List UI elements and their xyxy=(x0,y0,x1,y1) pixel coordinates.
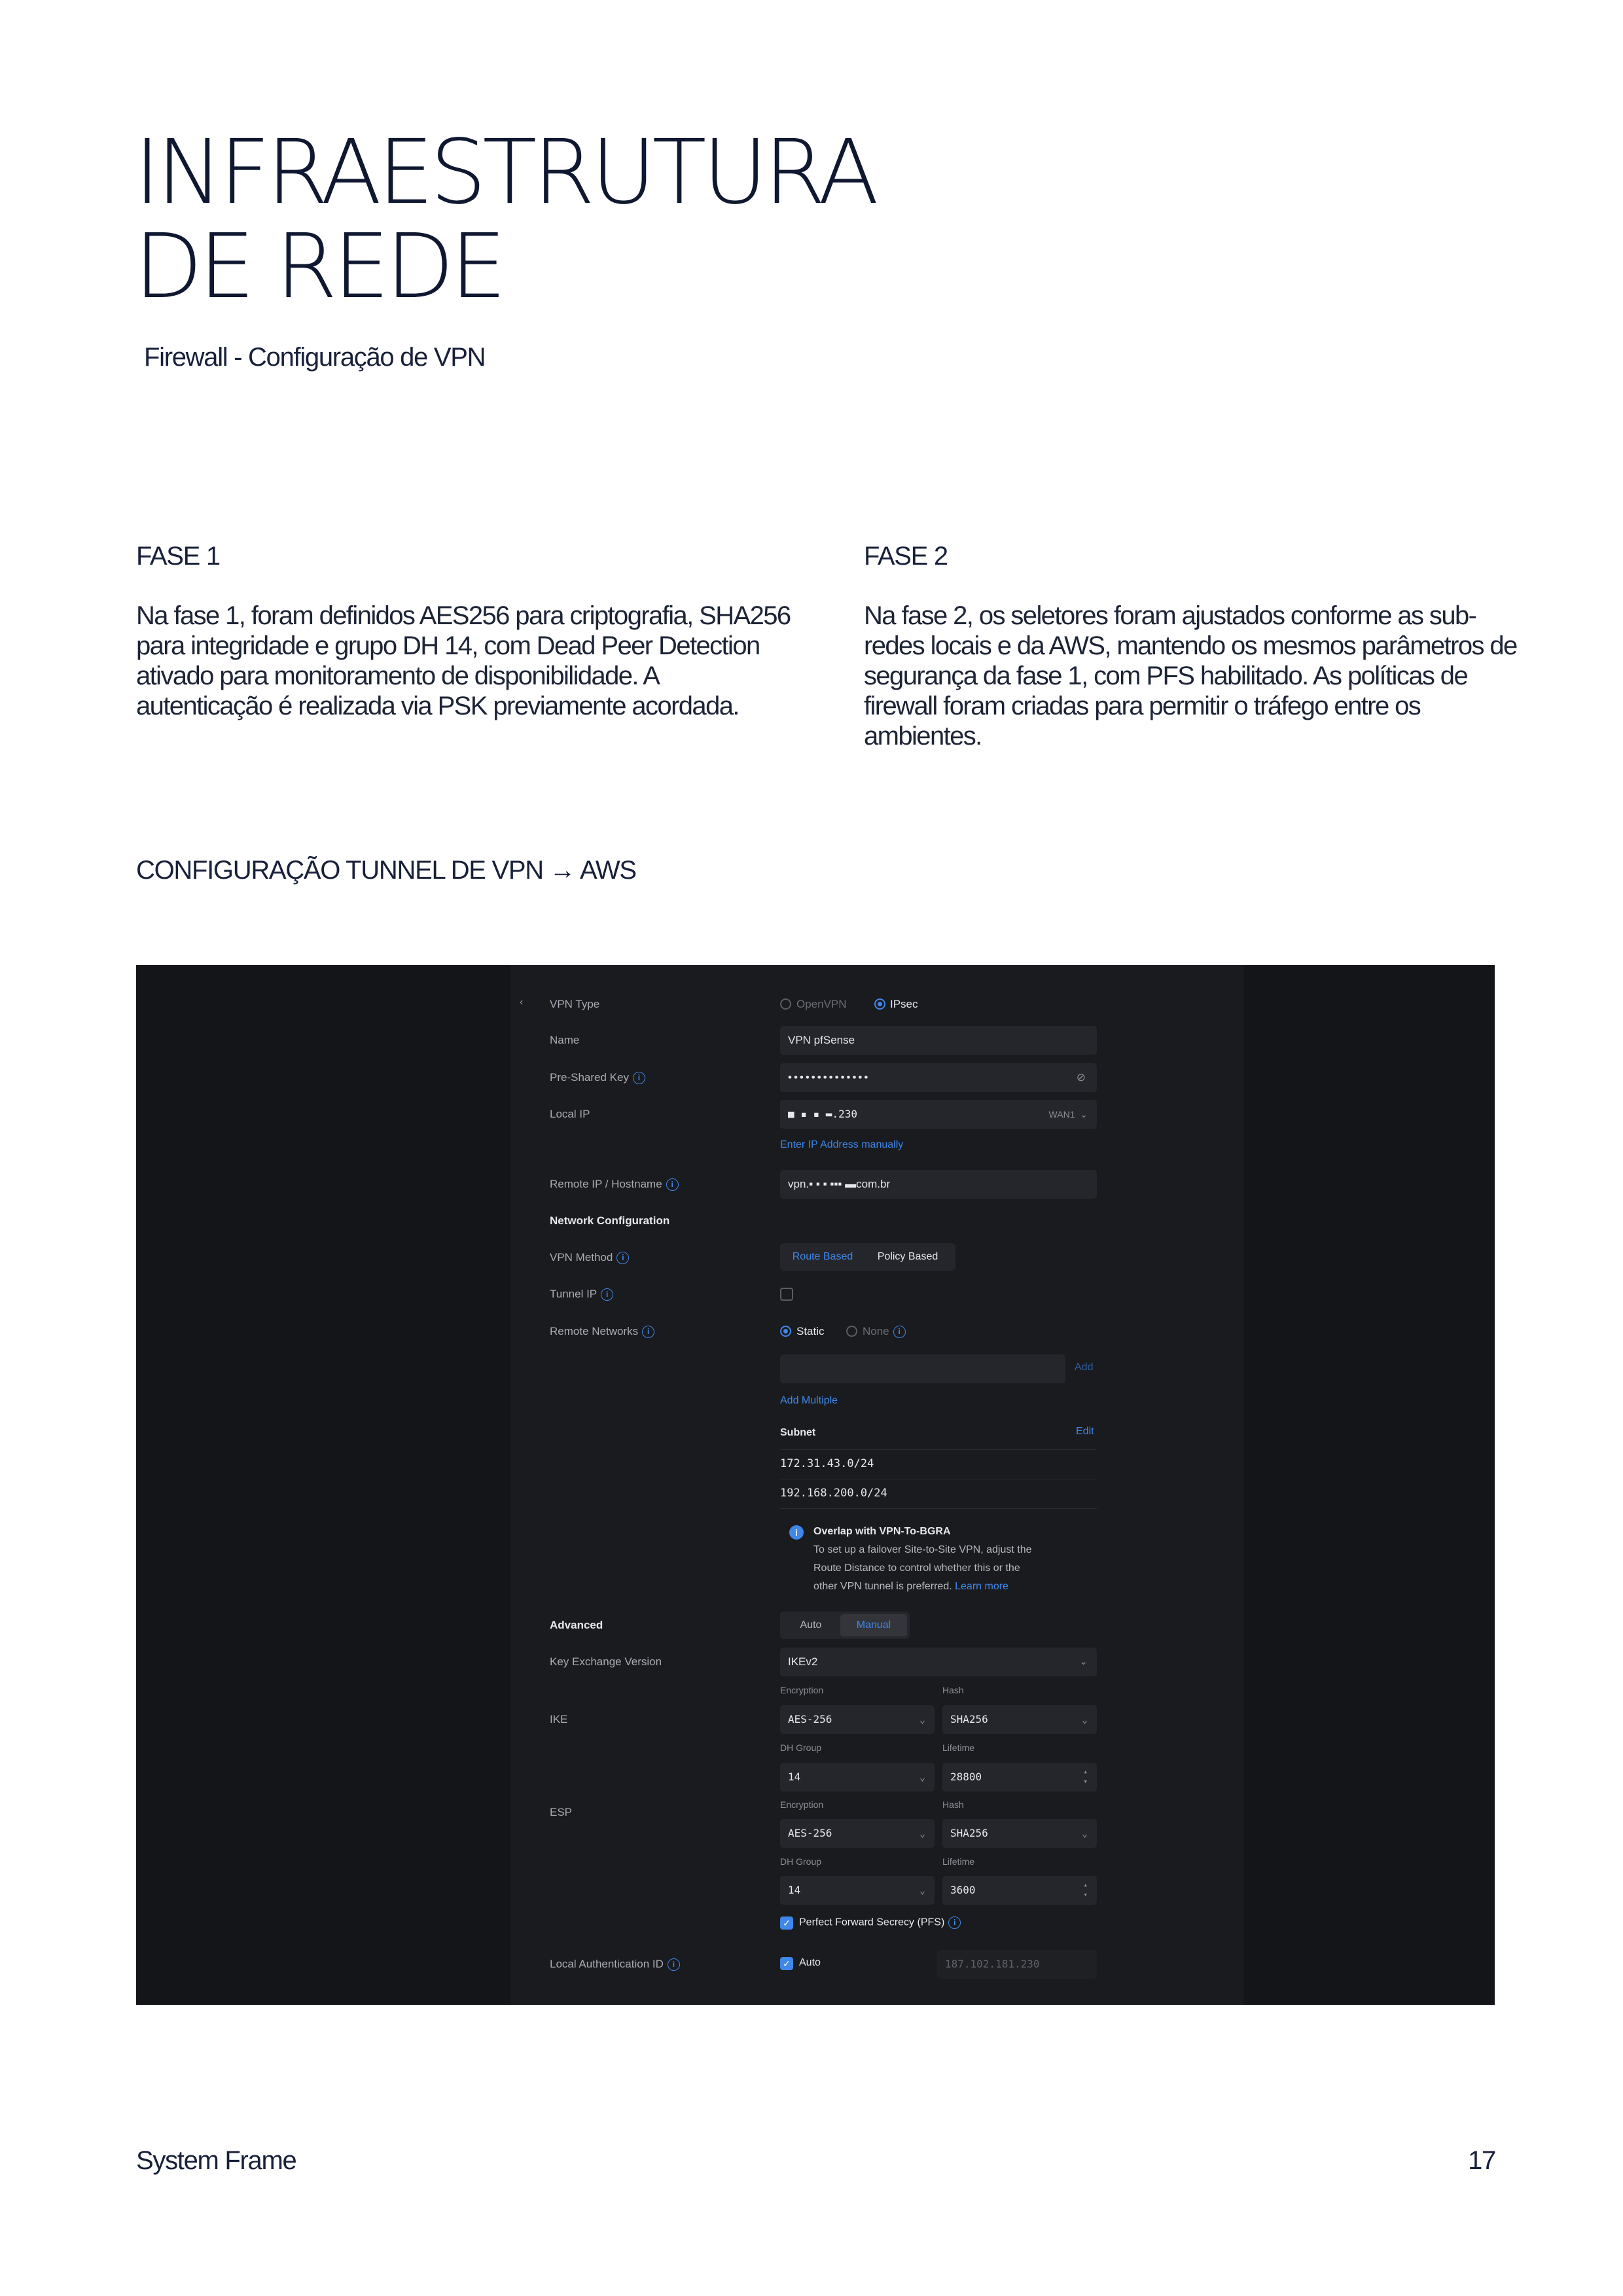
ike-lifetime-label: Lifetime xyxy=(942,1742,975,1753)
ike-encryption-label: Encryption xyxy=(780,1685,824,1695)
info-icon: i xyxy=(642,1326,654,1338)
phase2-text: Na fase 2, os seletores foram ajustados conforme as sub-redes locais e da AWS, mantendo os mesmos parâmetros de segurança da fase 1, com PFS habilitado. As políticas de firewall foram criadas para permitir o tráfego entre os ambientes. xyxy=(864,601,1517,751)
esp-hash-select[interactable]: SHA256 ⌄ xyxy=(942,1819,1097,1848)
key-exchange-select[interactable] xyxy=(780,1648,1097,1676)
subnet-row: 172.31.43.0/24 xyxy=(780,1457,874,1470)
remote-ip-input[interactable]: vpn.▪ ▪ ▪ ▪▪▪ ▬com.br xyxy=(780,1170,1097,1199)
name-input[interactable]: VPN pfSense xyxy=(780,1026,1097,1055)
esp-lifetime-label: Lifetime xyxy=(942,1856,975,1867)
info-icon: i xyxy=(666,1178,679,1191)
chevron-down-icon: ⌄ xyxy=(919,1884,925,1896)
chevron-down-icon: ⌄ xyxy=(1079,1656,1088,1667)
esp-dh-select[interactable]: 14 ⌄ xyxy=(780,1876,935,1905)
remote-ip-label: Remote IP / Hostname i xyxy=(550,1178,679,1191)
esp-hash-label: Hash xyxy=(942,1799,964,1810)
radio-static-label: Static xyxy=(796,1325,825,1337)
footer-brand: System Frame xyxy=(136,2146,296,2175)
psk-label: Pre-Shared Key i xyxy=(550,1071,645,1084)
radio-none-label: None i xyxy=(863,1325,906,1338)
info-icon: i xyxy=(948,1916,961,1929)
radio-none[interactable] xyxy=(846,1326,857,1337)
local-auth-id-label: Local Authentication ID i xyxy=(550,1958,680,1971)
psk-input[interactable] xyxy=(780,1063,1097,1092)
notice-text-line: Route Distance to control whether this or the xyxy=(813,1563,1020,1574)
subnet-header: Subnet xyxy=(780,1427,816,1438)
info-icon: i xyxy=(893,1326,906,1338)
esp-dh-label: DH Group xyxy=(780,1856,822,1867)
phase1-text: Na fase 1, foram definidos AES256 para criptografia, SHA256 para integridade e grupo DH 14, com Dead Peer Detection ativado para monitoramento de disponibilidade. A autenticação é realizada via PSK previamente acordada. xyxy=(136,601,791,720)
chevron-down-icon: ⌄ xyxy=(919,1828,925,1839)
info-circle-icon: i xyxy=(789,1525,804,1540)
info-icon: i xyxy=(601,1288,613,1301)
edit-subnets-link[interactable]: Edit xyxy=(1076,1426,1094,1437)
learn-more-link[interactable]: Learn more xyxy=(955,1581,1008,1592)
radio-static[interactable] xyxy=(780,1326,791,1337)
esp-lifetime-input[interactable]: 3600 ▴ ▾ xyxy=(942,1876,1097,1905)
local-ip-interface: WAN1 ⌄ xyxy=(1048,1109,1088,1120)
ike-dh-label: DH Group xyxy=(780,1742,822,1753)
local-ip-label: Local IP xyxy=(550,1108,590,1120)
manual-mode-option[interactable]: Manual xyxy=(840,1614,907,1636)
eye-slash-icon[interactable]: ⊘ xyxy=(1076,1071,1088,1084)
esp-encryption-label: Encryption xyxy=(780,1799,824,1810)
ike-hash-select[interactable]: SHA256 ⌄ xyxy=(942,1705,1097,1734)
local-ip-value: ■ ▪ ▪ ▬.230 xyxy=(788,1108,857,1120)
radio-ipsec-label: IPsec xyxy=(890,998,918,1010)
key-exchange-value: IKEv2 xyxy=(788,1655,818,1668)
network-config-heading: Network Configuration xyxy=(550,1214,670,1227)
notice-title: Overlap with VPN-To-BGRA xyxy=(813,1526,951,1537)
vpn-type-label: VPN Type xyxy=(550,998,600,1010)
enter-ip-manually-link[interactable]: Enter IP Address manually xyxy=(780,1139,904,1150)
page-title-line-2: DE REDE xyxy=(134,215,503,319)
page-subtitle: Firewall - Configuração de VPN xyxy=(144,343,486,372)
policy-based-option[interactable]: Policy Based xyxy=(877,1251,938,1262)
info-icon: i xyxy=(633,1072,645,1084)
local-ip-select[interactable] xyxy=(780,1100,1097,1129)
local-auth-auto-label: Auto xyxy=(799,1957,821,1968)
ike-lifetime-input[interactable]: 28800 ▴ ▾ xyxy=(942,1763,1097,1792)
chevron-down-icon: ⌄ xyxy=(919,1771,925,1783)
stepper-icon: ▴ ▾ xyxy=(1083,1767,1088,1786)
auto-mode-option[interactable]: Auto xyxy=(800,1619,822,1631)
notice-text-line: To set up a failover Site-to-Site VPN, adjust the xyxy=(813,1544,1032,1555)
pfs-checkbox[interactable]: ✓ xyxy=(780,1916,793,1930)
back-chevron-icon[interactable]: ‹ xyxy=(520,997,524,1008)
remote-networks-label: Remote Networks i xyxy=(550,1325,654,1338)
phase2-heading: FASE 2 xyxy=(864,542,948,571)
info-icon: i xyxy=(668,1958,680,1971)
chevron-down-icon: ⌄ xyxy=(1081,1714,1088,1725)
vpn-method-toggle xyxy=(780,1243,955,1271)
vpn-config-screenshot xyxy=(136,965,1495,2005)
name-label: Name xyxy=(550,1034,580,1046)
remote-network-input[interactable] xyxy=(780,1354,1065,1383)
chevron-down-icon: ⌄ xyxy=(1081,1828,1088,1839)
tunnel-ip-label: Tunnel IP i xyxy=(550,1288,613,1301)
add-multiple-link[interactable]: Add Multiple xyxy=(780,1395,838,1406)
add-button[interactable]: Add xyxy=(1075,1362,1094,1373)
key-exchange-label: Key Exchange Version xyxy=(550,1655,662,1668)
notice-text-line: other VPN tunnel is preferred. Learn more xyxy=(813,1581,1008,1592)
ike-encryption-select[interactable]: AES-256 ⌄ xyxy=(780,1705,935,1734)
advanced-mode-toggle xyxy=(780,1612,910,1639)
local-auth-id-input[interactable]: 187.102.181.230 xyxy=(937,1950,1097,1979)
radio-openvpn-label: OpenVPN xyxy=(796,998,847,1010)
advanced-heading: Advanced xyxy=(550,1619,603,1631)
psk-value: •••••••••••••• xyxy=(788,1071,870,1084)
chevron-down-icon: ⌄ xyxy=(919,1714,925,1725)
ike-dh-select[interactable]: 14 ⌄ xyxy=(780,1763,935,1792)
ike-label: IKE xyxy=(550,1713,568,1725)
chevron-down-icon: ⌄ xyxy=(1080,1109,1088,1120)
radio-openvpn[interactable] xyxy=(780,998,791,1010)
pfs-label: Perfect Forward Secrecy (PFS) i xyxy=(799,1916,961,1929)
subnet-row: 192.168.200.0/24 xyxy=(780,1487,887,1500)
config-heading: CONFIGURAÇÃO TUNNEL DE VPN → AWS xyxy=(136,856,636,885)
vpn-method-label: VPN Method i xyxy=(550,1251,629,1264)
route-based-option[interactable]: Route Based xyxy=(792,1251,853,1262)
stepper-icon: ▴ ▾ xyxy=(1083,1881,1088,1899)
page-number: 17 xyxy=(1468,2146,1495,2175)
phase1-heading: FASE 1 xyxy=(136,542,220,571)
page-title-line-1: INFRAESTRUTURA xyxy=(134,121,876,224)
ike-hash-label: Hash xyxy=(942,1685,964,1695)
tunnel-ip-checkbox[interactable] xyxy=(780,1288,793,1301)
local-auth-auto-checkbox[interactable]: ✓ xyxy=(780,1957,793,1970)
info-icon: i xyxy=(616,1252,629,1264)
radio-ipsec[interactable] xyxy=(874,998,885,1010)
vpn-settings-panel xyxy=(510,965,1243,2005)
esp-encryption-select[interactable]: AES-256 ⌄ xyxy=(780,1819,935,1848)
esp-label: ESP xyxy=(550,1806,573,1818)
